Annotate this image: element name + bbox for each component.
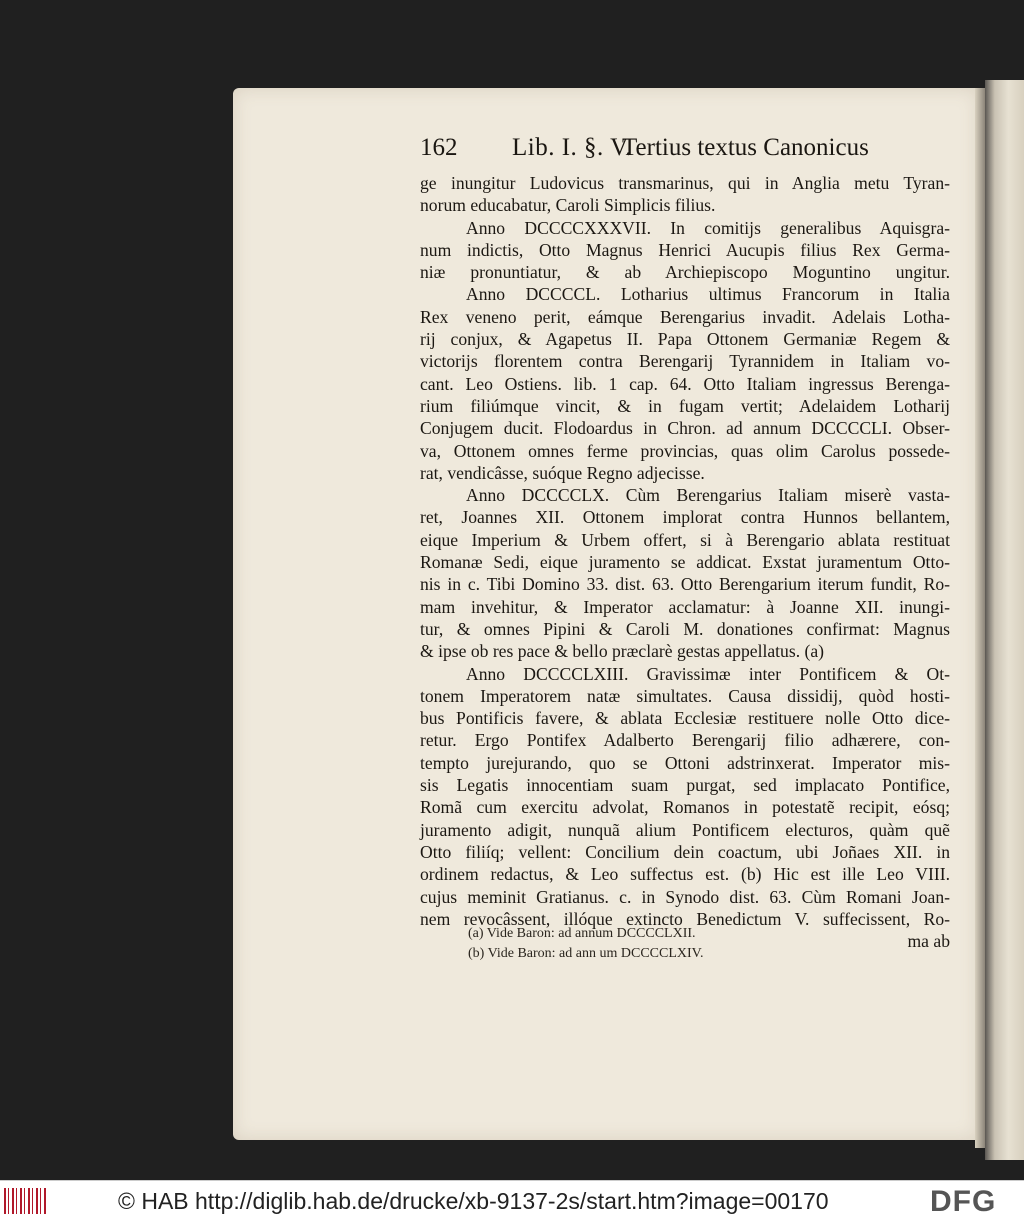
text-line: sis Legatis innocentiam suam purgat, sed implacato Pontifice, xyxy=(420,775,950,796)
text-line: victorijs florentem contra Berengarij Tyrannidem in Italiam vo- xyxy=(420,351,950,372)
text-line: niæ pronuntiatur, & ab Archiepiscopo Moguntino ungitur. xyxy=(420,262,950,283)
text-line: Romã cum exercitu advolat, Romanos in potestatẽ recipit, eósq; xyxy=(420,797,950,818)
text-line: rij conjux, & Agapetus II. Papa Ottonem Germaniæ Regem & xyxy=(420,329,950,350)
text-line: va, Ottonem omnes ferme provincias, quas olim Carolus possede- xyxy=(420,440,950,461)
text-line: cujus meminit Gratianus. c. in Synodo dist. 63. Cùm Romani Joan- xyxy=(420,886,950,907)
text-line: bus Pontificis favere, & ablata Ecclesiæ restituere nolle Otto dice- xyxy=(420,708,950,729)
footnote-a: (a) Vide Baron: ad annum DCCCCLXII. xyxy=(468,926,696,941)
text-line: Anno DCCCCLX. Cùm Berengarius Italiam miserè vasta- xyxy=(466,485,950,506)
text-line: cant. Leo Ostiens. lib. 1 cap. 64. Otto Italiam ingressus Berenga- xyxy=(420,373,950,394)
text-line: Anno DCCCCLXIII. Gravissimæ inter Pontificem & Ot- xyxy=(466,663,950,684)
footnotes xyxy=(468,924,868,964)
page-number: 162 xyxy=(420,134,458,161)
text-line: tur, & omnes Pipini & Caroli M. donationes confirmat: Magnus xyxy=(420,618,950,639)
copyright-link[interactable]: © HAB http://diglib.hab.de/drucke/xb-9137-2s/start.htm?image=00170 xyxy=(118,1188,829,1214)
text-line: Romanæ Sedi, eique juramento se addicat. Exstat juramentum Otto- xyxy=(420,552,950,573)
text-line: Conjugem ducit. Flodoardus in Chron. ad annum DCCCCLI. Obser- xyxy=(420,418,950,439)
text-line: Anno DCCCCXXXVII. In comitijs generalibus Aquisgra- xyxy=(466,217,950,238)
footer-bar xyxy=(0,1180,1024,1223)
text-line: rat, vendicâsse, suóque Regno adjecisse. xyxy=(420,462,705,483)
page-fore-edge xyxy=(975,88,985,1148)
text-line: juramento adigit, nunquã alium Pontificem electuros, quàm quẽ xyxy=(420,819,950,840)
dfg-logo: DFG xyxy=(930,1185,997,1218)
book-reference: Lib. I. §. V. xyxy=(512,134,633,161)
text-line: ret, Joannes XII. Ottonem implorat contra Hunnos bellantem, xyxy=(420,507,950,528)
catchword: ma ab xyxy=(907,931,950,952)
text-line: tempto jurejurando, quo se Ottoni adstrinxerat. Imperator mis- xyxy=(420,752,950,773)
text-line: Otto filiíq; vellent: Concilium dein coactum, ubi Joñaes XII. in xyxy=(420,841,950,862)
running-title: Tertius textus Canonicus xyxy=(622,134,869,161)
text-line: norum educabatur, Caroli Simplicis filius. xyxy=(420,195,716,216)
body-text xyxy=(420,172,950,952)
page-header xyxy=(420,134,980,170)
barcode-icon xyxy=(4,1188,46,1214)
text-line: eique Imperium & Urbem offert, si à Berengario ablata restituat xyxy=(420,529,950,550)
text-line: tonem Imperatorem natæ simultates. Causa dissidij, quòd hosti- xyxy=(420,685,950,706)
text-line: mam invehitur, & Imperator acclamatur: à Joanne XII. inungi- xyxy=(420,596,950,617)
text-line: ge inungitur Ludovicus transmarinus, qui in Anglia metu Tyran- xyxy=(420,173,950,193)
text-line: Anno DCCCCL. Lotharius ultimus Francorum in Italia xyxy=(466,284,950,305)
text-line: Rex veneno perit, eámque Berengarius invadit. Adelais Lotha- xyxy=(420,306,950,327)
text-line: num indictis, Otto Magnus Henrici Aucupis filius Rex Germa- xyxy=(420,239,950,260)
text-line: retur. Ergo Pontifex Adalberto Berengarij filio adhærere, con- xyxy=(420,730,950,751)
footnote-b: (b) Vide Baron: ad ann um DCCCCLXIV. xyxy=(468,946,704,961)
text-line: nem revocâssent, illóque extincto Benedictum V. suffecissent, Ro- xyxy=(420,908,950,929)
page-stack-edge xyxy=(985,80,1024,1160)
text-line: & ipse ob res pace & bello præclarè gestas appellatus. (a) xyxy=(420,641,825,662)
text-line: rium filiúmque vincit, & in fugam vertit; Adelaidem Lotharij xyxy=(420,395,950,416)
text-line: ordinem redactus, & Leo suffectus est. (b) Hic est ille Leo VIII. xyxy=(420,864,950,885)
text-line: nis in c. Tibi Domino 33. dist. 63. Otto Berengarium iterum fundit, Ro- xyxy=(420,574,950,595)
